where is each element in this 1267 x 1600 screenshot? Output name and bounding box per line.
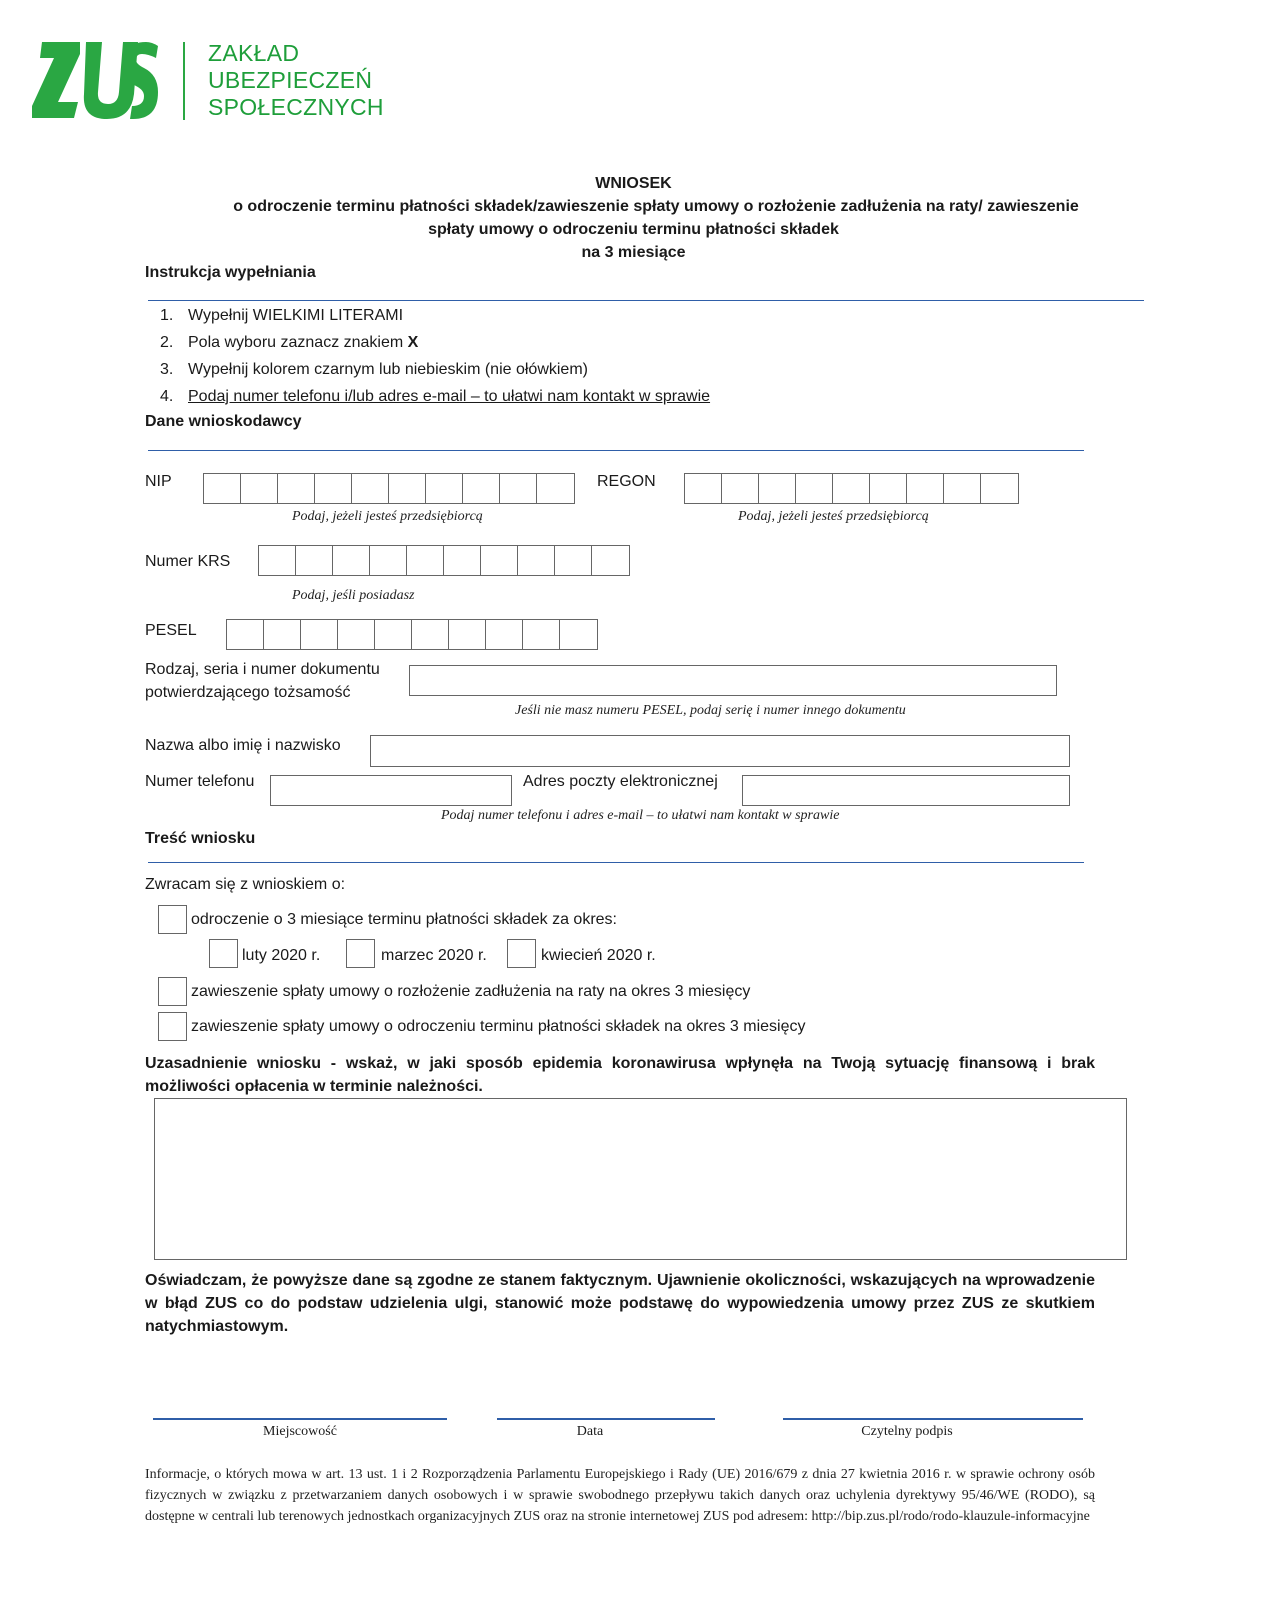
zus-logo-mark [30, 40, 160, 120]
month-apr-label: kwiecień 2020 r. [541, 947, 656, 964]
instruction-num: 3. [160, 361, 174, 378]
request-rule [148, 862, 1084, 863]
name-input[interactable] [370, 735, 1070, 767]
title-line-2: spłaty umowy o odroczeniu terminu płatności składek [428, 221, 839, 238]
document-input[interactable] [409, 665, 1057, 696]
applicant-rule [148, 450, 1084, 451]
instructions-heading: Instrukcja wypełniania [145, 264, 316, 281]
applicant-heading: Dane wnioskodawcy [145, 413, 302, 430]
month-mar-checkbox[interactable] [346, 939, 375, 968]
instruction-item [160, 302, 710, 329]
place-label: Miejscowość [263, 1424, 337, 1439]
krs-input[interactable] [258, 545, 630, 576]
option-deferral-checkbox[interactable] [158, 905, 187, 934]
place-line [153, 1418, 447, 1420]
email-label: Adres poczty elektronicznej [523, 773, 718, 790]
nip-label: NIP [145, 473, 172, 490]
instruction-item [160, 383, 710, 410]
krs-label: Numer KRS [145, 553, 231, 570]
option-deferral-agreement-checkbox[interactable] [158, 1012, 187, 1041]
month-feb-checkbox[interactable] [209, 939, 238, 968]
regon-label: REGON [597, 473, 656, 490]
instruction-item [160, 329, 710, 356]
month-apr-checkbox[interactable] [507, 939, 536, 968]
document-hint: Jeśli nie masz numeru PESEL, podaj serię i numer innego dokumentu [515, 703, 906, 718]
option-installments-label: zawieszenie spłaty umowy o rozłożenie zadłużenia na raty na okres 3 miesięcy [191, 983, 751, 1000]
instruction-text: Pola wyboru zaznacz znakiem [188, 334, 408, 351]
title-main: WNIOSEK [595, 175, 672, 192]
date-line [497, 1418, 715, 1420]
form-title [0, 172, 1267, 264]
phone-label: Numer telefonu [145, 773, 255, 790]
phone-input[interactable] [270, 775, 512, 806]
option-installments-checkbox[interactable] [158, 977, 187, 1006]
regon-input[interactable] [684, 473, 1019, 504]
logo-divider [183, 42, 185, 120]
request-intro: Zwracam się z wnioskiem o: [145, 876, 346, 893]
regon-hint: Podaj, jeżeli jesteś przedsiębiorcą [738, 509, 929, 524]
month-feb-label: luty 2020 r. [242, 947, 321, 964]
option-deferral-agreement-label: zawieszenie spłaty umowy o odroczeniu terminu płatności składek na okres 3 miesięcy [191, 1018, 806, 1035]
instruction-item [160, 356, 710, 383]
nip-hint: Podaj, jeżeli jesteś przedsiębiorcą [292, 509, 483, 524]
instruction-num: 4. [160, 388, 174, 405]
signature-label: Czytelny podpis [861, 1424, 953, 1439]
rodo-footer: Informacje, o których mowa w art. 13 ust. 1 i 2 Rozporządzenia Parlamentu Europejskiego i Rady (UE) 2016/679 z dnia 27 kwietnia 2016 r. w sprawie ochrony osób fizycznych w związku z przetwarzaniem danych osobowych i w sprawie swobodnego przepływu takich danych oraz uchylenia dyrektywy 95/46/WE (RODO), są dostępne w centrali lub terenowych jednostkach organizacyjnych ZUS oraz na stronie internetowej ZUS pod adresem: http://bip.zus.pl/rodo/rodo-klauzule-informacyjne [145, 1467, 1095, 1524]
title-line-1: o odroczenie terminu płatności składek/zawieszenie spłaty umowy o rozłożenie zadłużenia na raty/ zawieszenie [233, 198, 1079, 215]
document-label-line-1: Rodzaj, seria i numer dokumentu [145, 661, 380, 678]
signature-line [783, 1418, 1083, 1420]
date-label: Data [576, 1424, 604, 1439]
option-deferral-label: odroczenie o 3 miesiące terminu płatności składek za okres: [191, 911, 617, 928]
logo-line-1: ZAKŁAD [208, 40, 300, 66]
logo-line-3: SPOŁECZNYCH [208, 94, 384, 120]
name-label: Nazwa albo imię i nazwisko [145, 737, 341, 754]
document-label-line-2: potwierdzającego tożsamość [145, 684, 351, 701]
logo-wordmark [208, 40, 384, 121]
declaration-text: Oświadczam, że powyższe dane są zgodne ze stanem faktycznym. Ujawnienie okoliczności, wskazujących na wprowadzenie w błąd ZUS co do podstaw udzielenia ulgi, stanowić może podstawę do wypowiedzenia umowy przez ZUS ze skutkiem natychmiastowym. [145, 1272, 1095, 1335]
justification-heading: Uzasadnienie wniosku - wskaż, w jaki sposób epidemia koronawirusa wpłynęła na Twoją sytuację finansową i brak możliwości opłacenia w terminie należności. [145, 1055, 1095, 1095]
logo-line-2: UBEZPIECZEŃ [208, 67, 373, 93]
instruction-bold-x: X [407, 334, 419, 351]
request-heading: Treść wniosku [145, 830, 256, 847]
instructions-list [160, 302, 710, 410]
instruction-text: Podaj numer telefonu i/lub adres e-mail – to ułatwi nam kontakt w sprawie [188, 388, 711, 405]
pesel-label: PESEL [145, 622, 197, 639]
contact-hint: Podaj numer telefonu i adres e-mail – to ułatwi nam kontakt w sprawie [441, 808, 840, 823]
instructions-rule [148, 300, 1144, 301]
pesel-input[interactable] [226, 619, 598, 650]
document-label [145, 658, 380, 704]
email-input[interactable] [742, 775, 1070, 806]
instruction-num: 2. [160, 334, 174, 351]
instruction-text: Wypełnij kolorem czarnym lub niebieskim (nie ołówkiem) [188, 361, 588, 378]
title-line-3: na 3 miesiące [581, 244, 686, 261]
instruction-num: 1. [160, 307, 174, 324]
nip-input[interactable] [203, 473, 575, 504]
instruction-text: Wypełnij WIELKIMI LITERAMI [188, 307, 404, 324]
justification-textarea[interactable] [154, 1098, 1127, 1260]
krs-hint: Podaj, jeśli posiadasz [292, 588, 415, 603]
month-mar-label: marzec 2020 r. [381, 947, 487, 964]
